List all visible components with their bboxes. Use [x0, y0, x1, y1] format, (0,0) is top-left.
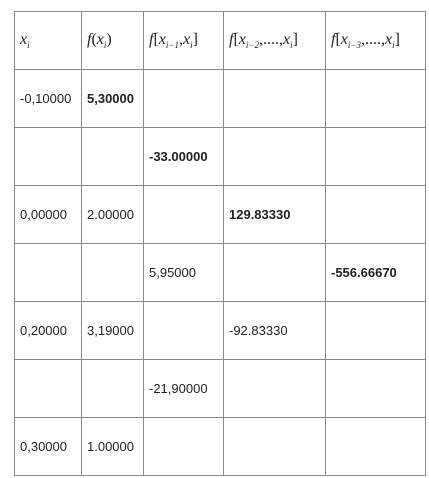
- x-cell: [15, 360, 82, 418]
- fx-cell: [82, 244, 144, 302]
- second-diff-cell: [224, 70, 326, 128]
- first-diff-cell: [144, 70, 224, 128]
- first-diff-cell: [144, 186, 224, 244]
- fx-cell: [82, 128, 144, 186]
- third-diff-cell: [326, 360, 426, 418]
- third-diff-cell: [326, 186, 426, 244]
- first-diff-cell: [144, 302, 224, 360]
- third-diff-cell: [326, 70, 426, 128]
- table-row: [15, 302, 426, 360]
- third-diff-cell: -556.66670: [326, 244, 426, 302]
- second-diff-cell: -92.83330: [224, 302, 326, 360]
- x-cell: [15, 128, 82, 186]
- second-diff-cell: [224, 128, 326, 186]
- table-row: [15, 244, 426, 302]
- x-cell: 0,00000: [15, 186, 82, 244]
- fx-cell: [82, 360, 144, 418]
- first-diff-cell: 5,95000: [144, 244, 224, 302]
- fx-cell: 3,19000: [82, 302, 144, 360]
- header-row: [15, 12, 426, 70]
- header-x: $x_i$: [15, 12, 82, 70]
- second-diff-cell: [224, 360, 326, 418]
- first-diff-cell: [144, 418, 224, 476]
- header-second-difference: $f[x_{i-2},....,x_i]$: [224, 12, 326, 70]
- fx-cell: 5,30000: [82, 70, 144, 128]
- header-first-difference: $f[x_{i-1},x_i]$: [144, 12, 224, 70]
- header-third-difference: $f[x_{i-3},....,x_i]$: [326, 12, 426, 70]
- second-diff-cell: 129.83330: [224, 186, 326, 244]
- table-row: [15, 128, 426, 186]
- second-diff-cell: [224, 244, 326, 302]
- table-row: [15, 360, 426, 418]
- third-diff-cell: [326, 418, 426, 476]
- table-row: [15, 70, 426, 128]
- table-row: [15, 186, 426, 244]
- third-diff-cell: [326, 302, 426, 360]
- fx-cell: 1.00000: [82, 418, 144, 476]
- table-row: [15, 418, 426, 476]
- divided-differences-table: [14, 11, 426, 476]
- x-cell: 0,20000: [15, 302, 82, 360]
- fx-cell: 2.00000: [82, 186, 144, 244]
- x-cell: 0,30000: [15, 418, 82, 476]
- first-diff-cell: -33.00000: [144, 128, 224, 186]
- x-cell: [15, 244, 82, 302]
- header-f-x: $f(x_i)$: [82, 12, 144, 70]
- second-diff-cell: [224, 418, 326, 476]
- third-diff-cell: [326, 128, 426, 186]
- first-diff-cell: -21,90000: [144, 360, 224, 418]
- x-cell: -0,10000: [15, 70, 82, 128]
